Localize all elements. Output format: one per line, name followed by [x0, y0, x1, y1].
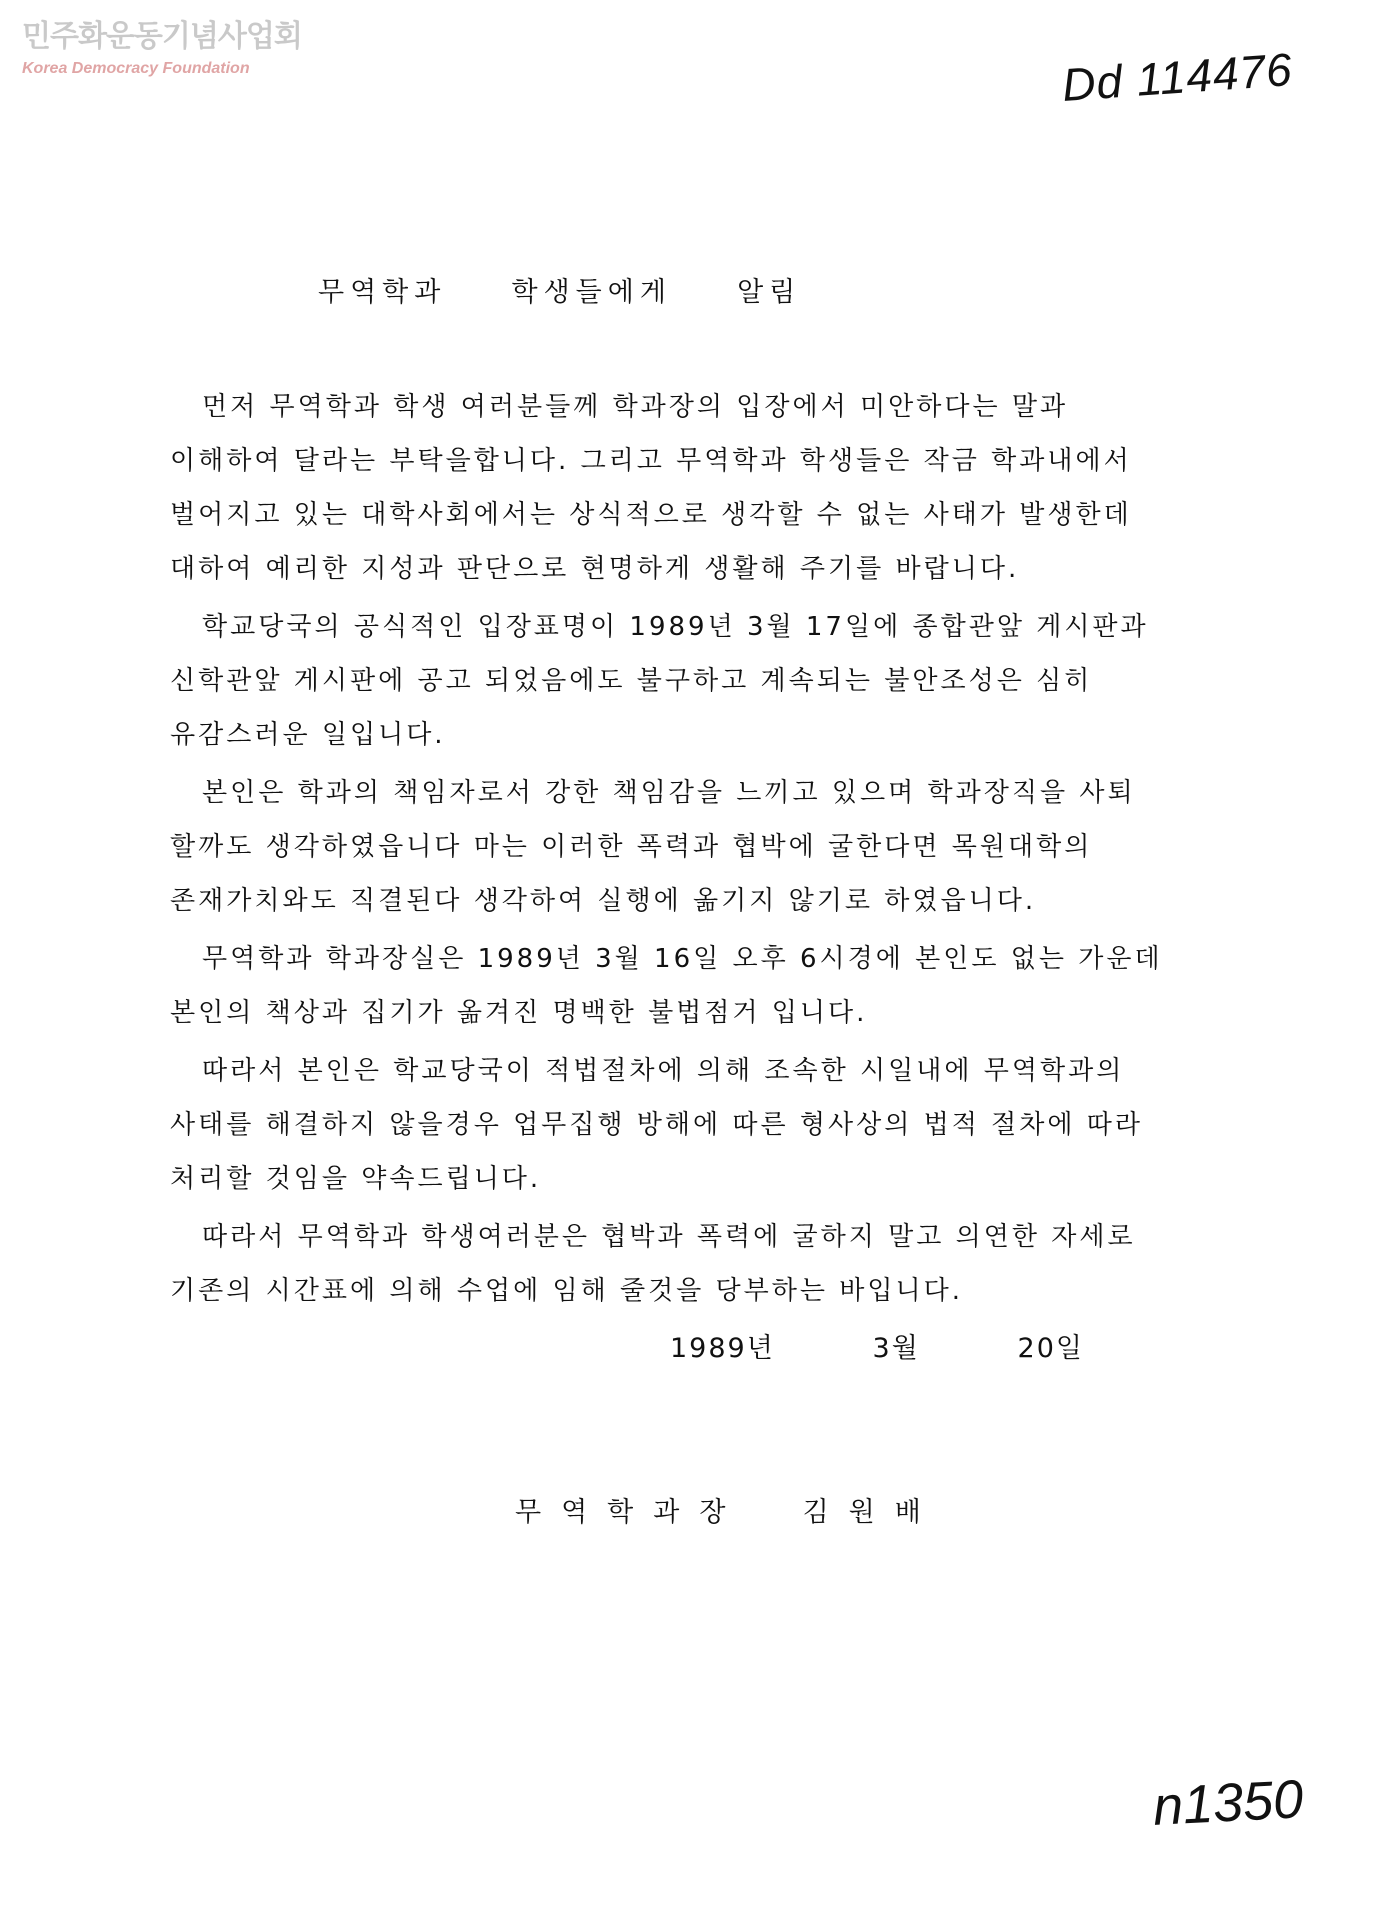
document-title: 무역학과 학생들에게 알림	[318, 277, 802, 308]
paragraph-line: 본인의 책상과 집기가 옮겨진 명백한 불법점거 입니다.	[170, 998, 868, 1028]
paragraph-line: 무역학과 학과장실은 1989년 3월 16일 오후 6시경에 본인도 없는 가운데	[202, 944, 1163, 974]
paragraph-line: 유감스러운 일입니다.	[170, 720, 446, 750]
page-reference-number: n1350	[1151, 1769, 1305, 1837]
paragraph	[170, 1044, 1250, 1206]
archive-reference-number: Dd 114476	[1060, 43, 1295, 111]
document-date: 1989년 3월 20일	[670, 1333, 1084, 1364]
signature-line: 무역학과장 김원배	[515, 1497, 941, 1528]
watermark-english: Korea Democracy Foundation	[22, 60, 250, 77]
paragraph-line: 벌어지고 있는 대학사회에서는 상식적으로 생각할 수 없는 사태가 발생한데	[170, 500, 1132, 530]
paragraph-line: 따라서 무역학과 학생여러분은 협박과 폭력에 굴하지 말고 의연한 자세로	[202, 1222, 1136, 1252]
paragraph-line: 학교당국의 공식적인 입장표명이 1989년 3월 17일에 종합관앞 게시판과	[202, 612, 1149, 642]
notice-body	[170, 380, 1250, 1322]
paragraph-line: 이해하여 달라는 부탁을합니다. 그리고 무역학과 학생들은 작금 학과내에서	[170, 446, 1132, 476]
paragraph	[170, 1210, 1250, 1318]
paragraph	[170, 380, 1250, 596]
watermark-korean: 민주화운동기념사업회	[22, 19, 302, 54]
paragraph-line: 존재가치와도 직결된다 생각하여 실행에 옮기지 않기로 하였읍니다.	[170, 886, 1037, 916]
paragraph-line: 할까도 생각하였읍니다 마는 이러한 폭력과 협박에 굴한다면 목원대학의	[170, 832, 1093, 862]
paragraph	[170, 766, 1250, 928]
paragraph-line: 신학관앞 게시판에 공고 되었음에도 불구하고 계속되는 불안조성은 심히	[170, 666, 1093, 696]
paragraph	[170, 600, 1250, 762]
foundation-watermark	[22, 18, 322, 78]
paragraph-line: 기존의 시간표에 의해 수업에 임해 줄것을 당부하는 바입니다.	[170, 1276, 964, 1306]
paragraph-line: 처리할 것임을 약속드립니다.	[170, 1164, 542, 1194]
paragraph-line: 따라서 본인은 학교당국이 적법절차에 의해 조속한 시일내에 무역학과의	[202, 1056, 1125, 1086]
paragraph-line: 대하여 예리한 지성과 판단으로 현명하게 생활해 주기를 바랍니다.	[170, 554, 1020, 584]
paragraph-line: 본인은 학과의 책임자로서 강한 책임감을 느끼고 있으며 학과장직을 사퇴	[202, 778, 1136, 808]
paragraph	[170, 932, 1250, 1040]
paragraph-line: 사태를 해결하지 않을경우 업무집행 방해에 따른 형사상의 법적 절차에 따라	[170, 1110, 1143, 1140]
paragraph-line: 먼저 무역학과 학생 여러분들께 학과장의 입장에서 미안하다는 말과	[202, 392, 1069, 422]
